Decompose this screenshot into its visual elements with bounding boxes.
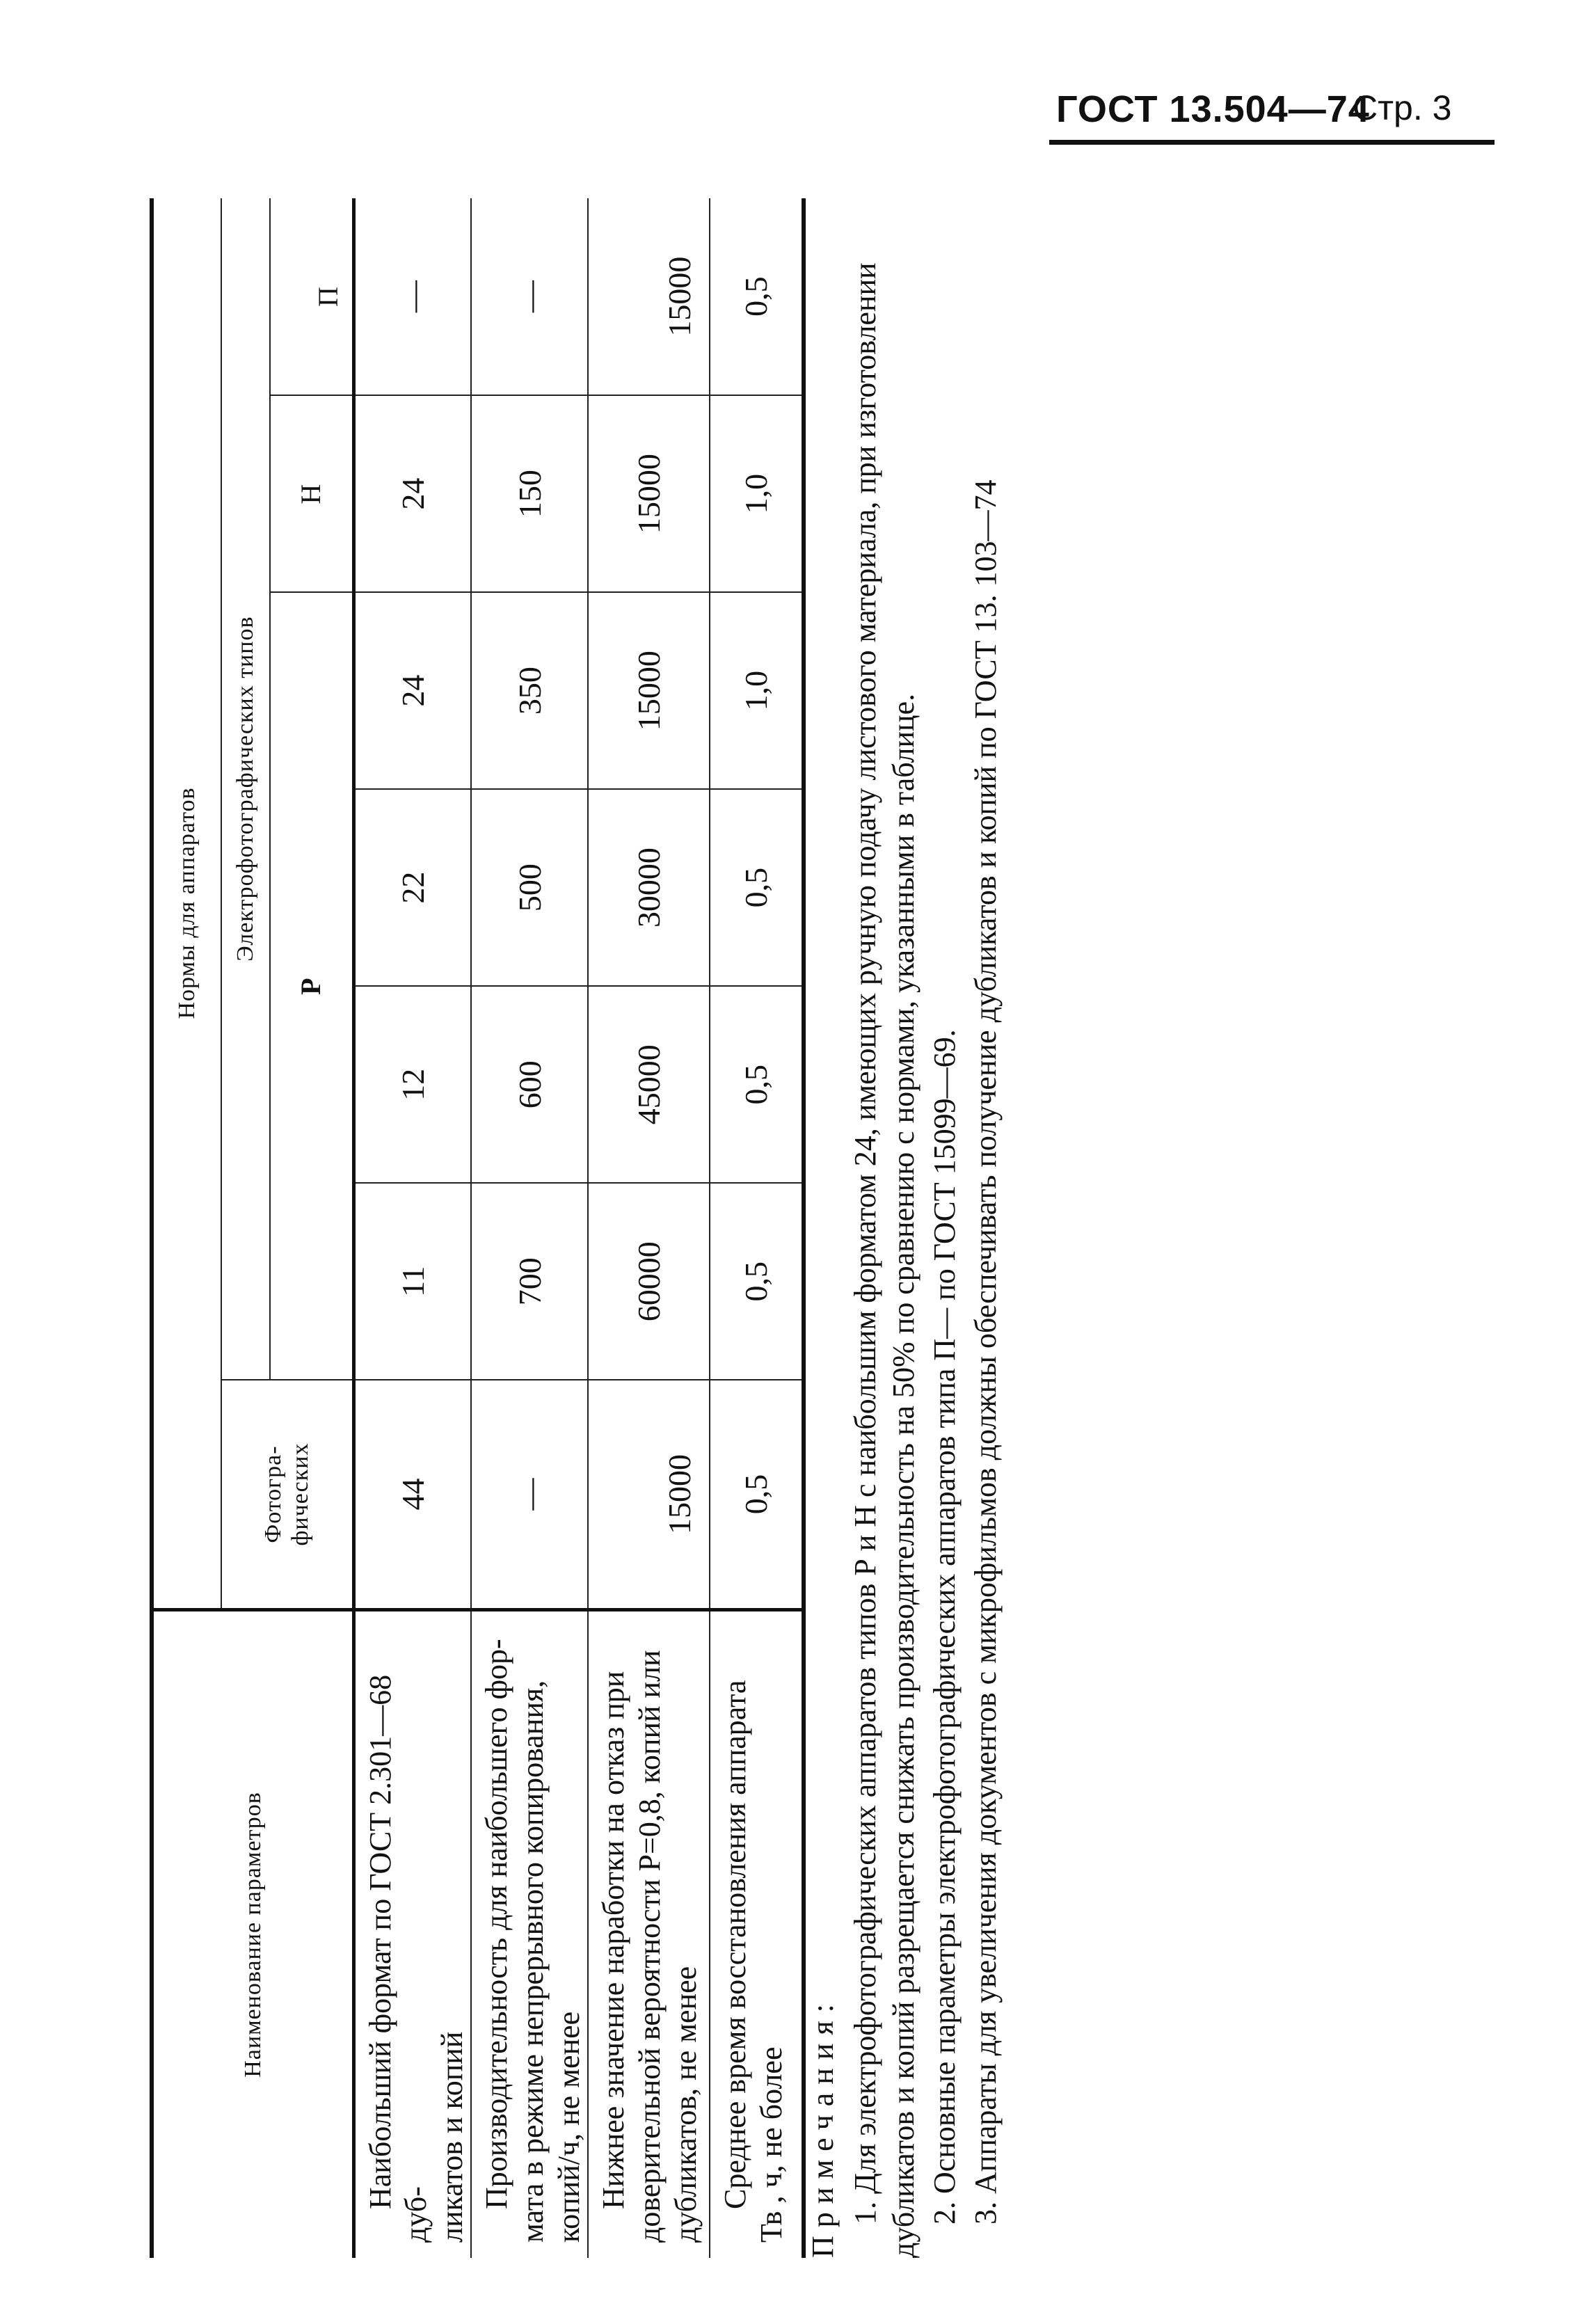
table-row xyxy=(353,198,471,2258)
col-header-electro: Электрофотографических типов xyxy=(221,198,270,1380)
value-r4: 24 xyxy=(353,592,471,789)
param-name: Производительность для наибольшего фор- мата в режиме непрерывного копирования, копий/ч, не менее xyxy=(471,1609,588,2258)
table-row xyxy=(471,198,588,2258)
table-row xyxy=(588,198,710,2258)
value-r1: 700 xyxy=(471,1183,588,1380)
value-r4: 350 xyxy=(471,592,588,789)
value-r2: 600 xyxy=(471,986,588,1183)
note-1: 1. Для электрофотографических аппаратов типов Р и Н с наибольшим форматом 24, имеющих ручную подачу листового материала, при изготовлении дубликатов и копий разрещается снижать производительность на 50% по сравнению с нормами, указанными в таблице. xyxy=(848,262,920,2258)
col-header-type-p: П xyxy=(305,198,353,395)
value-r2: 0,5 xyxy=(710,986,804,1183)
note-2: 2. Основные параметры электрофотографических аппаратов типа П— по ГОСТ 15099—69. xyxy=(927,1029,962,2224)
page-header xyxy=(1049,82,1495,145)
parameters-table xyxy=(150,198,806,2258)
value-r2: 45000 xyxy=(588,986,710,1183)
col-header-photo: Фотогра- фических xyxy=(221,1380,353,1609)
value-n: 24 xyxy=(353,395,471,592)
value-p: 0,5 xyxy=(710,198,804,395)
col-header-params: Наименование параметров xyxy=(152,1609,353,2258)
rotated-content xyxy=(150,198,1138,2258)
value-r3: 30000 xyxy=(588,789,710,986)
param-name: Наибольший формат по ГОСТ 2.301—68 дуб- ликатов и копий xyxy=(353,1609,471,2258)
table-row xyxy=(710,198,804,2258)
value-p: — xyxy=(353,198,471,395)
value-r3: 500 xyxy=(471,789,588,986)
value-p: 15000 xyxy=(588,198,710,395)
value-r1: 11 xyxy=(353,1183,471,1380)
standard-code: ГОСТ 13.504—74 xyxy=(1056,88,1370,130)
notes-title: Примечания: xyxy=(806,1996,840,2258)
value-r4: 15000 xyxy=(588,592,710,789)
page-number: Стр. 3 xyxy=(1353,88,1452,127)
value-p: — xyxy=(471,198,588,395)
col-header-type-p-top xyxy=(270,198,305,395)
value-r4: 1,0 xyxy=(710,592,804,789)
value-r3: 22 xyxy=(353,789,471,986)
value-r3: 0,5 xyxy=(710,789,804,986)
value-n: 150 xyxy=(471,395,588,592)
note-3: 3. Аппараты для увеличения документов с микрофильмов должны обеспечивать получение дубликатов и копий по ГОСТ 13. 103—74 xyxy=(969,479,1003,2224)
value-photo: 44 xyxy=(353,1380,471,1609)
value-r1: 60000 xyxy=(588,1183,710,1380)
value-photo: 15000 xyxy=(588,1380,710,1609)
value-r2: 12 xyxy=(353,986,471,1183)
value-n: 1,0 xyxy=(710,395,804,592)
value-n: 15000 xyxy=(588,395,710,592)
param-name: Среднее время восстановления аппарата Тв , ч, не более xyxy=(710,1609,804,2258)
col-header-type-n: Н xyxy=(270,395,353,592)
col-header-norms: Нормы для аппаратов xyxy=(152,198,221,1609)
value-photo: — xyxy=(471,1380,588,1609)
value-r1: 0,5 xyxy=(710,1183,804,1380)
col-header-type-r: Р xyxy=(270,592,353,1380)
value-photo: 0,5 xyxy=(710,1380,804,1609)
notes-section xyxy=(804,198,1007,2258)
param-name: Нижнее значение наработки на отказ при доверительной вероятности P=0,8, копий или дубликатов, не менее xyxy=(588,1609,710,2258)
